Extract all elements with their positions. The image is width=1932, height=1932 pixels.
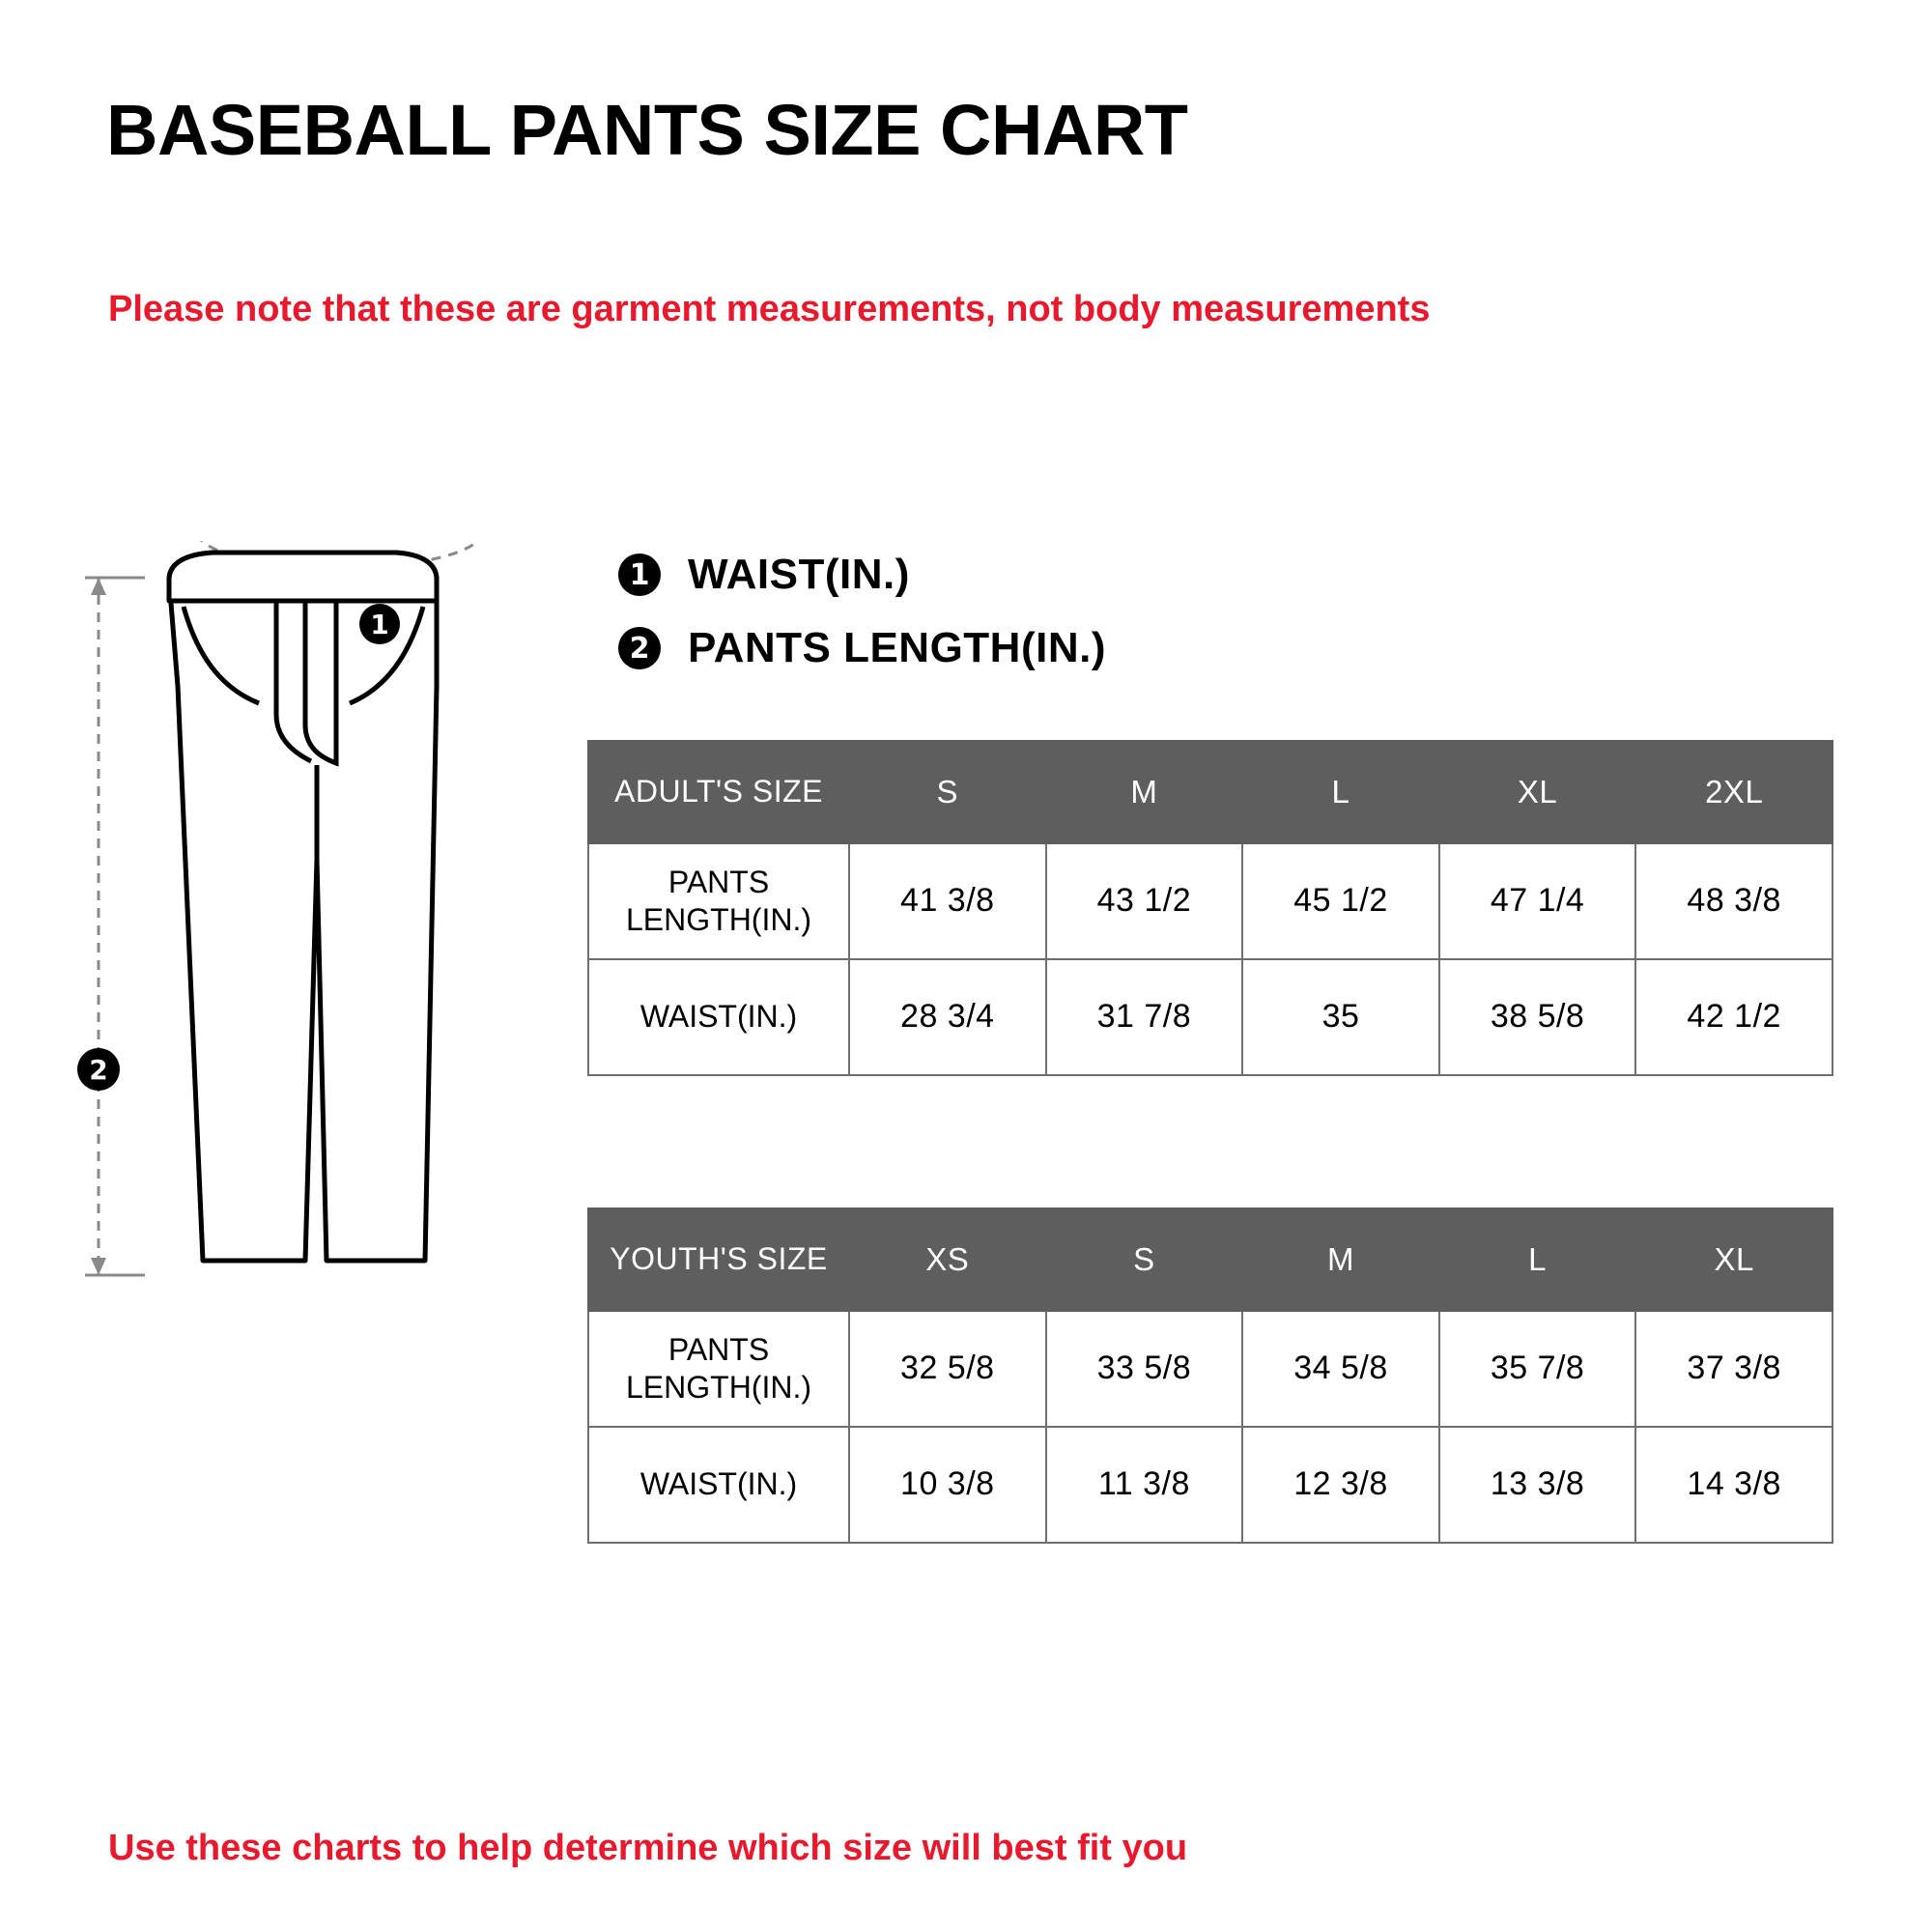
table-row bbox=[588, 1427, 1833, 1543]
youth-waist-xs: 10 3/8 bbox=[849, 1427, 1046, 1543]
pants-diagram bbox=[77, 541, 589, 1314]
youth-col-m: M bbox=[1242, 1208, 1439, 1311]
adult-length-xl: 47 1/4 bbox=[1439, 843, 1636, 959]
youth-waist-s: 11 3/8 bbox=[1046, 1427, 1243, 1543]
legend-label-waist: WAIST(IN.) bbox=[688, 551, 910, 598]
adult-length-m: 43 1/2 bbox=[1046, 843, 1243, 959]
youth-col-l: L bbox=[1439, 1208, 1636, 1311]
adult-row-label-pants-length: PANTS LENGTH(IN.) bbox=[588, 843, 849, 959]
youth-size-header: YOUTH'S SIZE bbox=[588, 1208, 849, 1311]
youth-waist-m: 12 3/8 bbox=[1242, 1427, 1439, 1543]
adult-col-2xl: 2XL bbox=[1635, 741, 1833, 843]
adult-length-s: 41 3/8 bbox=[849, 843, 1046, 959]
legend-item-pants-length bbox=[618, 624, 1391, 672]
youth-waist-xl: 14 3/8 bbox=[1635, 1427, 1833, 1543]
youth-size-table bbox=[587, 1208, 1833, 1544]
adult-col-s: S bbox=[849, 741, 1046, 843]
measurement-legend bbox=[618, 551, 1391, 697]
adult-length-2xl: 48 3/8 bbox=[1635, 843, 1833, 959]
adult-length-l: 45 1/2 bbox=[1242, 843, 1439, 959]
table-header-row bbox=[588, 1208, 1833, 1311]
youth-row-label-waist: WAIST(IN.) bbox=[588, 1427, 849, 1543]
legend-label-pants-length: PANTS LENGTH(IN.) bbox=[688, 624, 1106, 671]
adult-size-header: ADULT'S SIZE bbox=[588, 741, 849, 843]
badge-1-icon: 1 bbox=[618, 554, 661, 596]
legend-item-waist bbox=[618, 551, 1391, 599]
youth-col-s: S bbox=[1046, 1208, 1243, 1311]
page-title: BASEBALL PANTS SIZE CHART bbox=[106, 90, 1188, 170]
adult-size-table bbox=[587, 740, 1833, 1076]
footer-note: Use these charts to help determine which size will best fit you bbox=[108, 1828, 1188, 1868]
youth-length-m: 34 5/8 bbox=[1242, 1311, 1439, 1427]
table-header-row bbox=[588, 741, 1833, 843]
table-row bbox=[588, 959, 1833, 1075]
adult-waist-xl: 38 5/8 bbox=[1439, 959, 1636, 1075]
adult-col-l: L bbox=[1242, 741, 1439, 843]
adult-waist-2xl: 42 1/2 bbox=[1635, 959, 1833, 1075]
table-row bbox=[588, 1311, 1833, 1427]
table-row bbox=[588, 843, 1833, 959]
youth-col-xl: XL bbox=[1635, 1208, 1833, 1311]
youth-length-xs: 32 5/8 bbox=[849, 1311, 1046, 1427]
youth-waist-l: 13 3/8 bbox=[1439, 1427, 1636, 1543]
length-marker-icon: 2 bbox=[77, 1048, 120, 1091]
youth-length-s: 33 5/8 bbox=[1046, 1311, 1243, 1427]
adult-waist-s: 28 3/4 bbox=[849, 959, 1046, 1075]
badge-2-icon: 2 bbox=[618, 627, 661, 669]
adult-row-label-waist: WAIST(IN.) bbox=[588, 959, 849, 1075]
adult-col-m: M bbox=[1046, 741, 1243, 843]
waist-marker-icon: 1 bbox=[359, 604, 400, 644]
adult-waist-m: 31 7/8 bbox=[1046, 959, 1243, 1075]
youth-length-xl: 37 3/8 bbox=[1635, 1311, 1833, 1427]
adult-waist-l: 35 bbox=[1242, 959, 1439, 1075]
youth-col-xs: XS bbox=[849, 1208, 1046, 1311]
garment-measurement-note: Please note that these are garment measurements, not body measurements bbox=[108, 289, 1431, 329]
youth-row-label-pants-length: PANTS LENGTH(IN.) bbox=[588, 1311, 849, 1427]
youth-length-l: 35 7/8 bbox=[1439, 1311, 1636, 1427]
adult-col-xl: XL bbox=[1439, 741, 1636, 843]
